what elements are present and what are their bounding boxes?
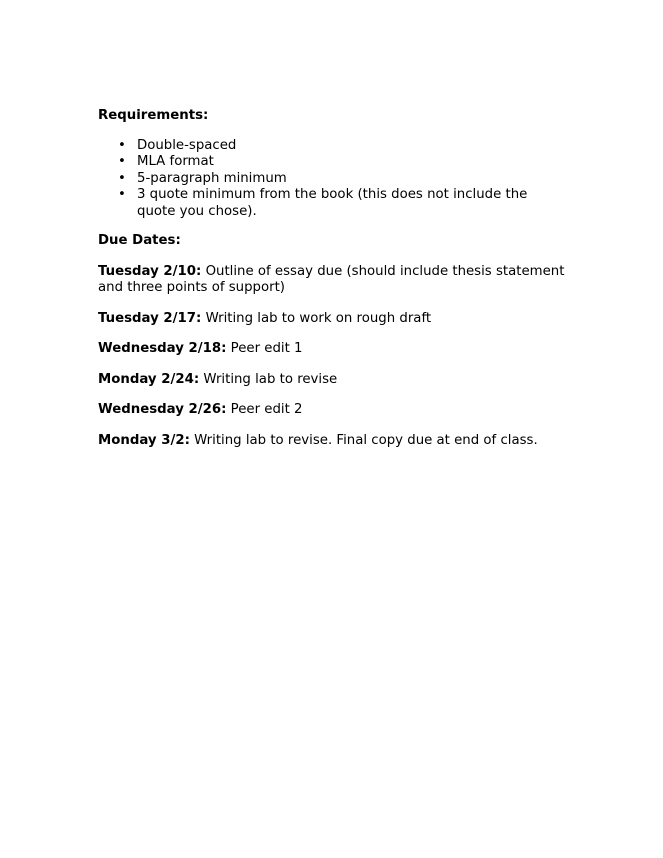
document-page — [98, 108, 568, 449]
list-item — [98, 187, 568, 220]
due-dates-heading: Due Dates: — [98, 233, 181, 248]
bullet-icon: • — [118, 170, 126, 186]
requirement-text: MLA format — [137, 154, 214, 169]
due-date-entry — [98, 433, 568, 450]
due-date-entry — [98, 341, 568, 358]
due-date-text: Writing lab to revise — [203, 371, 338, 387]
due-date-text: Outline of essay due (should include thesis statement and three points of support) — [98, 263, 565, 295]
bullet-icon: • — [118, 137, 126, 153]
requirement-text: 5-paragraph minimum — [137, 170, 287, 186]
bullet-icon: • — [118, 154, 126, 169]
bullet-icon: • — [118, 187, 126, 202]
due-date-label: Wednesday 2/18: — [98, 341, 227, 356]
due-date-text: Peer edit 2 — [230, 402, 303, 417]
requirements-list — [98, 138, 568, 221]
due-date-text: Writing lab to work on rough draft — [205, 310, 432, 326]
due-date-entry — [98, 264, 568, 297]
due-date-entry — [98, 402, 568, 419]
list-item — [98, 171, 568, 188]
list-item — [98, 138, 568, 155]
due-date-entry — [98, 311, 568, 328]
requirements-heading: Requirements: — [98, 108, 209, 123]
list-item — [98, 154, 568, 171]
due-date-text: Writing lab to revise. Final copy due at end of class. — [194, 432, 538, 448]
requirement-text: Double-spaced — [137, 137, 237, 153]
due-date-label: Tuesday 2/10: — [98, 263, 202, 279]
requirement-text: 3 quote minimum from the book (this does not include the quote you chose). — [137, 187, 528, 219]
due-date-text: Peer edit 1 — [230, 341, 303, 356]
due-date-label: Monday 3/2: — [98, 432, 190, 448]
due-date-label: Tuesday 2/17: — [98, 310, 202, 326]
due-date-label: Monday 2/24: — [98, 371, 200, 387]
due-date-entry — [98, 372, 568, 389]
due-date-label: Wednesday 2/26: — [98, 402, 227, 417]
